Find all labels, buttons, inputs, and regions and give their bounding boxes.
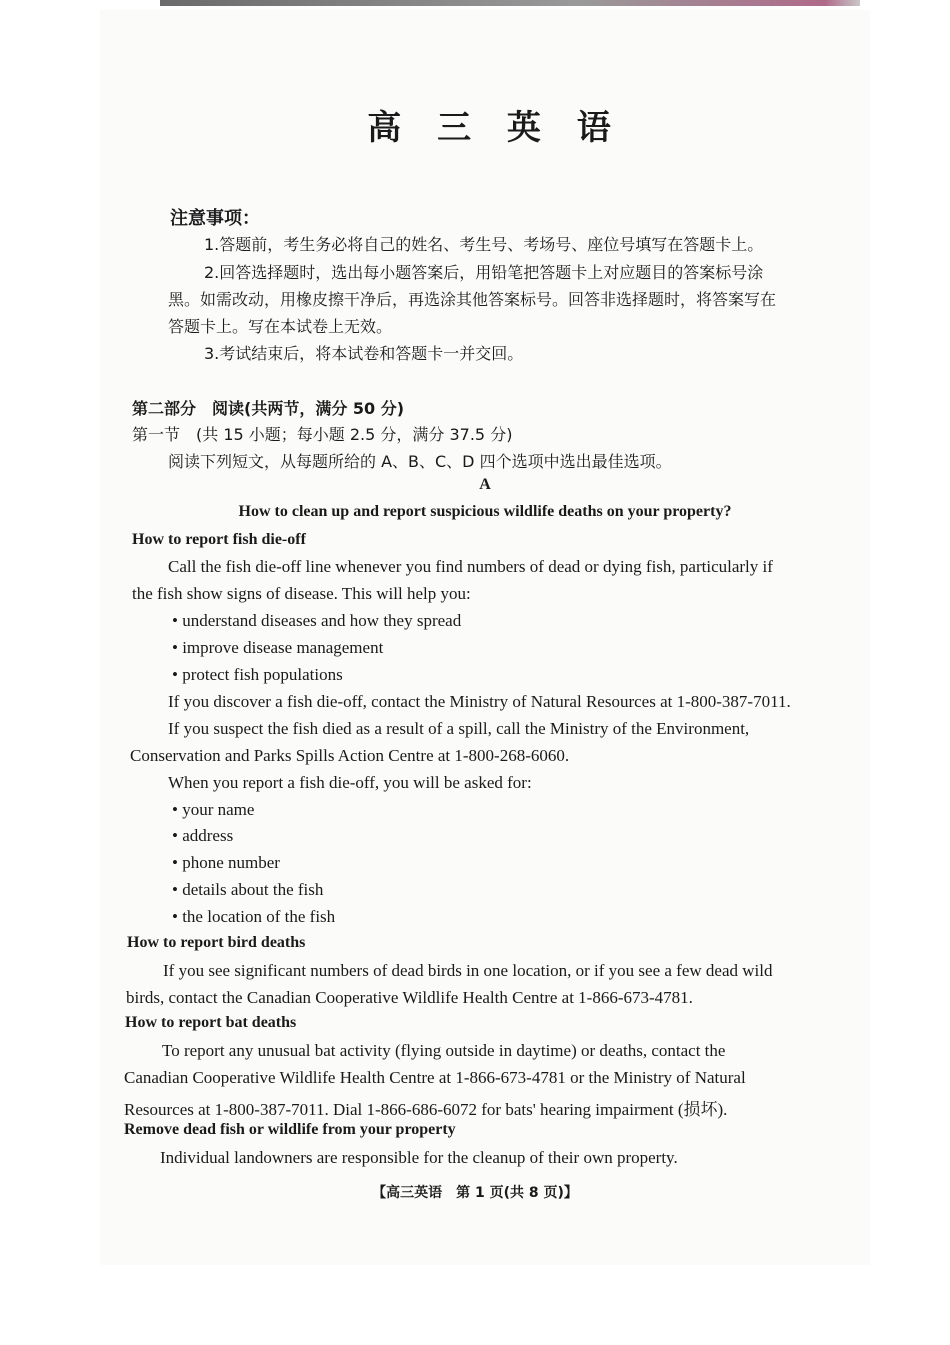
bats-line3: Resources at 1-800-387-7011. Dial 1-866-686-6072 for bats' hearing impairment (损坏). bbox=[124, 1100, 728, 1119]
page-footer: 【高三英语 第 1 页(共 8 页)】 bbox=[372, 1185, 578, 1201]
help-item: • improve disease management bbox=[172, 638, 383, 658]
part-heading: 第二部分 阅读(共两节，满分 50 分) bbox=[132, 399, 405, 418]
notice-item-1: 1.答题前，考生务必将自己的姓名、考生号、考场号、座位号填写在答题卡上。 bbox=[204, 235, 764, 254]
fish-p3-line1: If you suspect the fish died as a result of a spill, call the Ministry of the Environment, bbox=[168, 719, 750, 738]
help-item: • understand diseases and how they spread bbox=[172, 611, 461, 631]
fish-p2: If you discover a fish die-off, contact the Ministry of Natural Resources at 1-800-387-7011. bbox=[168, 692, 791, 711]
notice-item-2-end: 答题卡上。写在本试卷上无效。 bbox=[168, 317, 393, 336]
birds-line2: birds, contact the Canadian Cooperative Wildlife Health Centre at 1-866-673-4781. bbox=[126, 988, 693, 1007]
remove-line1: Individual landowners are responsible for the cleanup of their own property. bbox=[160, 1148, 678, 1167]
notice-item-2-cont: 黑。如需改动，用橡皮擦干净后，再选涂其他答案标号。回答非选择题时，将答案写在 bbox=[168, 290, 777, 309]
fish-p3-line2: Conservation and Parks Spills Action Centre at 1-800-268-6060. bbox=[130, 746, 570, 765]
help-item: • protect fish populations bbox=[172, 665, 343, 685]
fish-p1-line2: the fish show signs of disease. This will help you: bbox=[132, 584, 471, 603]
fish-p1-line1: Call the fish die-off line whenever you find numbers of dead or dying fish, particularly if bbox=[168, 557, 773, 576]
section-heading: 第一节 (共 15 小题；每小题 2.5 分，满分 37.5 分) bbox=[132, 425, 513, 444]
notice-item-3: 3.考试结束后，将本试卷和答题卡一并交回。 bbox=[204, 344, 524, 363]
ask-item: • details about the fish bbox=[172, 880, 323, 900]
birds-heading: How to report bird deaths bbox=[127, 934, 306, 951]
bats-heading: How to report bat deaths bbox=[125, 1014, 297, 1031]
fish-heading: How to report fish die-off bbox=[132, 531, 306, 548]
ask-item: • the location of the fish bbox=[172, 907, 335, 927]
remove-heading: Remove dead fish or wildlife from your property bbox=[124, 1121, 456, 1138]
notice-item-2: 2.回答选择题时，选出每小题答案后，用铅笔把答题卡上对应题目的答案标号涂 bbox=[204, 263, 764, 282]
fish-p4: When you report a fish die-off, you will be asked for: bbox=[168, 773, 532, 792]
bats-line1: To report any unusual bat activity (flying outside in daytime) or deaths, contact the bbox=[162, 1041, 726, 1060]
instruction: 阅读下列短文，从每题所给的 A、B、C、D 四个选项中选出最佳选项。 bbox=[168, 452, 672, 471]
notice-heading: 注意事项： bbox=[170, 208, 260, 229]
birds-line1: If you see significant numbers of dead birds in one location, or if you see a few dead wild bbox=[163, 961, 773, 980]
page-title: 高 三 英 语 bbox=[367, 108, 623, 148]
passage-label: A bbox=[479, 476, 491, 493]
ask-item: • phone number bbox=[172, 853, 280, 873]
bats-line2: Canadian Cooperative Wildlife Health Centre at 1-866-673-4781 or the Ministry of Natural bbox=[124, 1068, 746, 1087]
ask-item: • address bbox=[172, 826, 233, 846]
ask-item: • your name bbox=[172, 800, 254, 820]
passage-title: How to clean up and report suspicious wildlife deaths on your property? bbox=[238, 503, 732, 520]
